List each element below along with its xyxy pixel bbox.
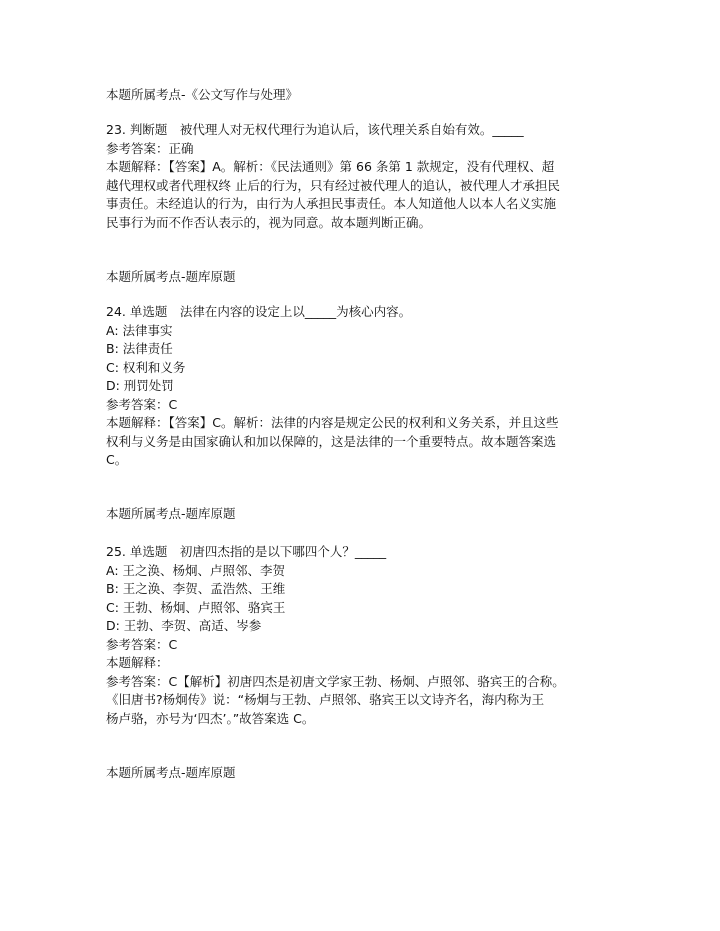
reference-answer: 参考答案：C bbox=[106, 396, 178, 412]
question-stem: 25. 单选题 初唐四杰指的是以下哪四个人？_____ bbox=[106, 544, 387, 559]
explanation-line: 杨卢骆，亦号为‘四杰’。”故答案选 C。 bbox=[106, 710, 315, 726]
explanation-line: 参考答案：C【解析】初唐四杰是初唐文学家王勃、杨炯、卢照邻、骆宾王的合称。 bbox=[106, 673, 565, 689]
option-d: D: 王勃、李贺、高适、岑参 bbox=[106, 618, 262, 633]
reference-answer: 参考答案：C bbox=[106, 636, 178, 652]
option-a: A: 王之涣、杨炯、卢照邻、李贺 bbox=[106, 562, 286, 578]
explanation-line: 民事行为而不作否认表示的，视为同意。故本题判断正确。 bbox=[106, 214, 432, 230]
explanation-line: 本题解释：【答案】C。解析：法律的内容是规定公民的权利和义务关系，并且这些 bbox=[106, 415, 559, 430]
topic-note-text: 本题所属考点-《公文写作与处理》 bbox=[106, 87, 299, 102]
option-a: A: 法律事实 bbox=[106, 322, 173, 338]
option-b: B: 法律责任 bbox=[106, 341, 173, 356]
explanation-line: 权利与义务是由国家确认和加以保障的，这是法律的一个重要特点。故本题答案选 bbox=[106, 433, 557, 449]
question-stem: 24. 单选题 法律在内容的设定上以_____为核心内容。 bbox=[106, 304, 412, 319]
option-c: C: 王勃、杨炯、卢照邻、骆宾王 bbox=[106, 599, 286, 615]
reference-answer: 参考答案：正确 bbox=[106, 140, 194, 156]
topic-note-text: 本题所属考点-题库原题 bbox=[106, 269, 236, 284]
explanation-label: 本题解释： bbox=[106, 655, 169, 670]
topic-note-4 bbox=[106, 764, 616, 783]
question-24 bbox=[106, 303, 616, 470]
explanation-line: 本题解释：【答案】A。解析：《民法通则》第 66 条第 1 款规定，没有代理权、超 bbox=[106, 159, 555, 174]
explanation-line: 事责任。未经追认的行为，由行为人承担民事责任。本人知道他人以本人名义实施 bbox=[106, 196, 557, 211]
option-c: C: 权利和义务 bbox=[106, 359, 186, 375]
question-23 bbox=[106, 121, 616, 232]
question-25 bbox=[106, 543, 616, 728]
option-b: B: 王之涣、李贺、孟浩然、王维 bbox=[106, 581, 286, 596]
topic-note-3 bbox=[106, 505, 616, 524]
explanation-line: C。 bbox=[106, 452, 128, 467]
topic-note-1 bbox=[106, 86, 616, 105]
explanation-line: 《旧唐书?杨炯传》说：“杨炯与王勃、卢照邻、骆宾王以文诗齐名，海内称为王 bbox=[106, 692, 545, 707]
topic-note-text: 本题所属考点-题库原题 bbox=[106, 765, 236, 780]
explanation-line: 越代理权或者代理权终 止后的行为，只有经过被代理人的追认，被代理人才承担民 bbox=[106, 177, 560, 193]
topic-note-2 bbox=[106, 268, 616, 287]
topic-note-text: 本题所属考点-题库原题 bbox=[106, 506, 236, 521]
option-d: D: 刑罚处罚 bbox=[106, 378, 174, 393]
question-stem: 23. 判断题 被代理人对无权代理行为追认后，该代理关系自始有效。_____ bbox=[106, 122, 524, 137]
